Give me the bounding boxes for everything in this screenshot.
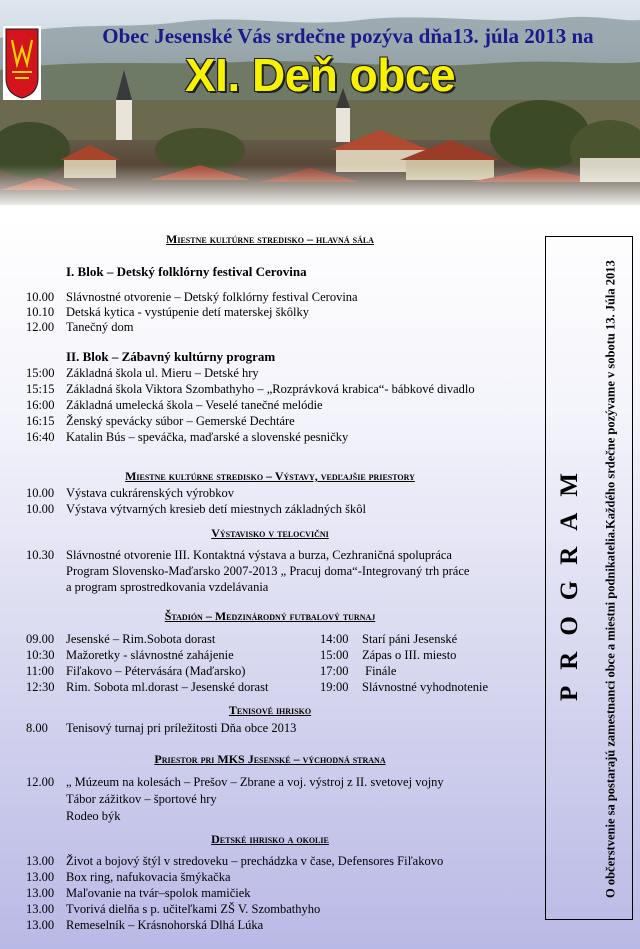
schedule-row: 13.00 Život a bojový štýl v stredoveku – prechádzka v čase, Defensores Fiľakovo [26, 854, 444, 868]
schedule-row: 15:00 Základná škola ul. Mieru – Detské hry [26, 366, 259, 380]
schedule-row: 12.00 „ Múzeum na kolesách – Prešov – Zbrane a voj. výstroj z II. svetovej vojny [26, 775, 444, 789]
schedule-row-continued: Tábor zážitkov – športové hry [66, 792, 217, 806]
section-heading-exhibitions: Miestne kultúrne stredisko – Výstavy, vedľajšie priestory [125, 469, 415, 483]
schedule-row: 11:00 Fiľakovo – Pétervására (Maďarsko) [26, 664, 246, 678]
section-heading-gym: Výstavisko v telocvični [211, 526, 329, 540]
coat-of-arms-icon [3, 26, 41, 100]
program-sidebar [545, 236, 633, 920]
section-heading-stadium: Štadión – Medzinárodný futbalový turnaj [164, 609, 376, 623]
schedule-row: 17:00 Finále [320, 664, 397, 678]
schedule-row: 10.00 Výstava výtvarných kresieb detí miestnych základných škôl [26, 502, 366, 516]
schedule-row: 16:00 Základná umelecká škola – Veselé tanečné melódie [26, 398, 323, 412]
sidebar-note-line1: O občerstvenie sa postarajú zamestnanci obce a miestni podnikatelia. [603, 528, 618, 898]
schedule-row: 12.00 Tanečný dom [26, 320, 134, 334]
schedule-row: 10.30 Slávnostné otvorenie III. Kontaktná výstava a burza, Cezhraničná spolupráca [26, 548, 452, 562]
schedule-row: 09.00 Jesenské – Rim.Sobota dorast [26, 632, 216, 646]
sidebar-note-line2: Každého srdečne pozývame v sobotu 13. Júla 2013 [603, 260, 618, 529]
schedule-row: 15:15 Základná škola Viktora Szombathyho – „Rozprávková krabica“- bábkové divadlo [26, 382, 475, 396]
section-heading-main-hall: Miestne kultúrne stredisko – hlavná sála [166, 232, 374, 246]
schedule-row: 10:30 Mažoretky - slávnostné zahájenie [26, 648, 234, 662]
schedule-row: 12:30 Rim. Sobota ml.dorast – Jesenské dorast [26, 680, 269, 694]
schedule-row: 13.00 Maľovanie na tvár–spolok mamičiek [26, 886, 251, 900]
schedule-row: 10.10 Detská kytica - vystúpenie detí materskej škôlky [26, 305, 309, 319]
schedule-row: 14:00 Starí páni Jesenské [320, 632, 458, 646]
banner-fade [0, 165, 640, 205]
schedule-row: 13.00 Tvorivá dielňa s p. učiteľkami ZŠ V. Szombathyho [26, 902, 321, 916]
schedule-row: 13.00 Box ring, nafukovacia šmýkačka [26, 870, 231, 884]
section-heading-east-side: Priestor pri MKS Jesenské – východná strana [154, 752, 386, 766]
schedule-row: 15:00 Zápas o III. miesto [320, 648, 457, 662]
schedule-row: 19:00 Slávnostné vyhodnotenie [320, 680, 489, 694]
invitation-headline: Obec Jesenské Vás srdečne pozýva dňa13. júla 2013 na [102, 24, 594, 48]
schedule-row: 10.00 Výstava cukrárenských výrobkov [26, 486, 235, 500]
section-heading-playground: Detské ihrisko a okolie [211, 832, 329, 846]
schedule-row-continued: Rodeo býk [66, 809, 121, 823]
schedule-row: 10.00 Slávnostné otvorenie – Detský folklórny festival Cerovina [26, 290, 358, 304]
program-vertical-title: PROGRAM [556, 457, 583, 701]
block1-heading: I. Blok – Detský folklórny festival Cerovina [66, 264, 307, 279]
schedule-row: 16:15 Ženský spevácky súbor – Gemerské Dechtáre [26, 414, 295, 428]
schedule-row: 16:40 Katalin Bús – speváčka, maďarské a slovenské pesničky [26, 430, 349, 444]
event-title: XI. Deň obce [184, 49, 456, 101]
schedule-row: 8.00 Tenisový turnaj pri príležitosti Dňa obce 2013 [26, 721, 297, 735]
schedule-row-continued: a program sprostredkovania vzdelávania [66, 580, 269, 594]
schedule-row-continued: Program Slovensko-Maďarsko 2007-2013 „ Pracuj doma“-Integrovaný trh práce [66, 564, 470, 578]
schedule-row: 13.00 Remeselník – Krásnohorská Dlhá Lúka [26, 918, 264, 932]
block2-heading: II. Blok – Zábavný kultúrny program [66, 349, 276, 364]
section-heading-tennis: Tenisové ihrisko [228, 703, 312, 717]
sidebar-note [590, 237, 632, 921]
